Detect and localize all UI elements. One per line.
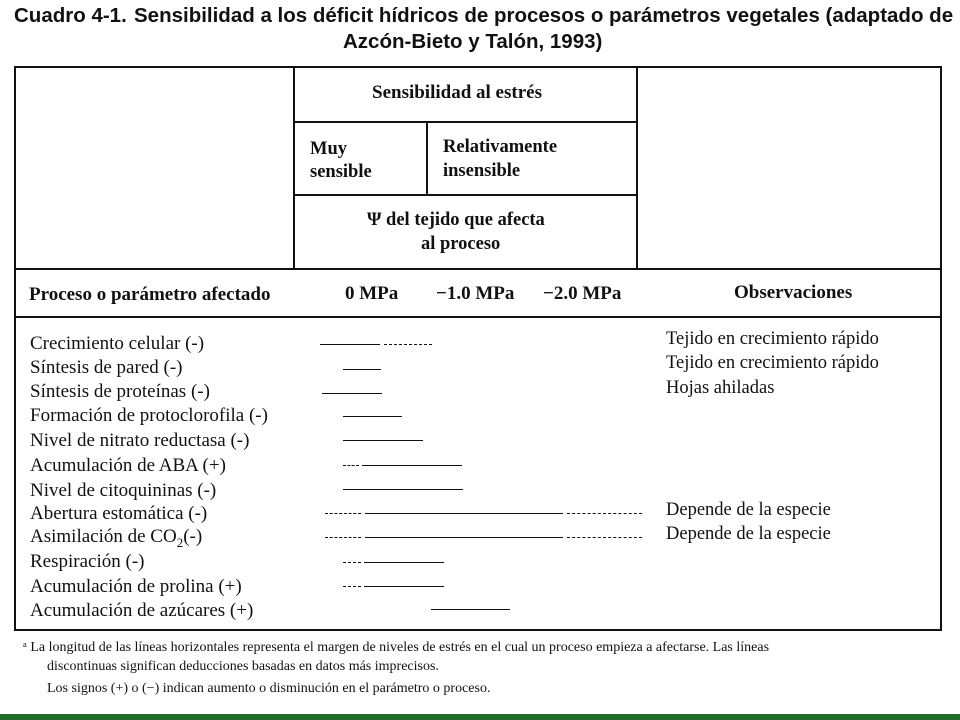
bottom-accent-bar [0, 714, 960, 720]
header-hline-1 [294, 121, 637, 123]
row-observation: Depende de la especie [666, 500, 831, 520]
row-label: Nivel de nitrato reductasa (-) [30, 430, 250, 451]
range-line-dashed [325, 513, 361, 514]
range-line-dashed [325, 537, 361, 538]
row-label-text: Asimilación de CO [30, 526, 177, 547]
title-line-1: Sensibilidad a los déficit hídricos de procesos o parámetros vegetales (adaptado de [134, 4, 954, 27]
range-line-dashed [343, 562, 361, 563]
header-vline-left [293, 67, 295, 269]
col-header-2mpa: −2.0 MPa [543, 283, 622, 304]
row-observation: Depende de la especie [666, 524, 831, 544]
row-label: Acumulación de ABA (+) [30, 455, 226, 476]
header-hline-3 [15, 268, 941, 270]
row-label-suffix: (-) [183, 526, 203, 547]
row-label: Acumulación de prolina (+) [30, 576, 242, 597]
range-line-solid [322, 393, 382, 394]
header-muy-line1: Muy [310, 139, 347, 159]
row-observation: Hojas ahiladas [666, 378, 775, 398]
range-line-dashed [384, 344, 432, 345]
header-rel-line2: insensible [443, 161, 521, 181]
title-line-2: Azcón-Bieto y Talón, 1993) [343, 30, 603, 53]
header-vline-right [636, 67, 638, 269]
range-line-solid [320, 344, 380, 345]
row-label: Nivel de citoquininas (-) [30, 480, 217, 501]
row-observation: Tejido en crecimiento rápido [666, 353, 879, 373]
range-line-dashed [567, 513, 642, 514]
header-psi-line1: Ψ del tejido que afecta [367, 210, 545, 230]
header-rel-line1: Relativamente [443, 137, 558, 157]
header-hline-4 [15, 316, 941, 318]
col-header-1mpa: −1.0 MPa [436, 283, 515, 304]
row-label: Síntesis de proteínas (-) [30, 381, 210, 402]
range-line-dashed [567, 537, 642, 538]
row-label: Formación de protoclorofila (-) [30, 405, 268, 426]
row-label: Síntesis de pared (-) [30, 357, 183, 378]
range-line-solid [343, 416, 402, 417]
header-psi-line2: al proceso [421, 234, 501, 254]
row-label: Respiración (-) [30, 551, 145, 572]
header-sensibilidad: Sensibilidad al estrés [372, 82, 542, 103]
range-line-solid [365, 537, 563, 538]
header-vline-mid [426, 122, 428, 195]
footnote-2: Los signos (+) o (−) indican aumento o disminución en el parámetro o proceso. [47, 681, 491, 696]
footnote-1a: ᵃ La longitud de las líneas horizontales representa el margen de niveles de estrés en el cual un proceso empieza a afectarse. Las líneas [23, 640, 770, 655]
range-line-solid [362, 465, 462, 466]
row-label: Abertura estomática (-) [30, 503, 208, 524]
range-line-dashed [343, 465, 359, 466]
col-header-observaciones: Observaciones [734, 282, 853, 303]
row-label [30, 526, 202, 551]
range-line-solid [343, 489, 463, 490]
header-muy-line2: sensible [310, 162, 372, 182]
row-label: Crecimiento celular (-) [30, 333, 205, 354]
range-line-solid [364, 562, 444, 563]
range-line-solid [364, 586, 444, 587]
footnote-1b: discontinuas significan deducciones basadas en datos más imprecisos. [47, 659, 439, 674]
row-label-subscript: 2 [176, 534, 184, 550]
table-number: Cuadro 4-1. [14, 4, 127, 27]
range-line-solid [365, 513, 563, 514]
row-observation: Tejido en crecimiento rápido [666, 329, 879, 349]
col-header-0mpa: 0 MPa [345, 283, 399, 304]
range-line-solid [343, 440, 423, 441]
row-label: Acumulación de azúcares (+) [30, 600, 254, 621]
range-line-solid [343, 369, 381, 370]
range-line-dashed [343, 586, 361, 587]
header-hline-2 [294, 194, 637, 196]
col-header-proceso: Proceso o parámetro afectado [29, 284, 271, 305]
range-line-solid [431, 609, 510, 610]
